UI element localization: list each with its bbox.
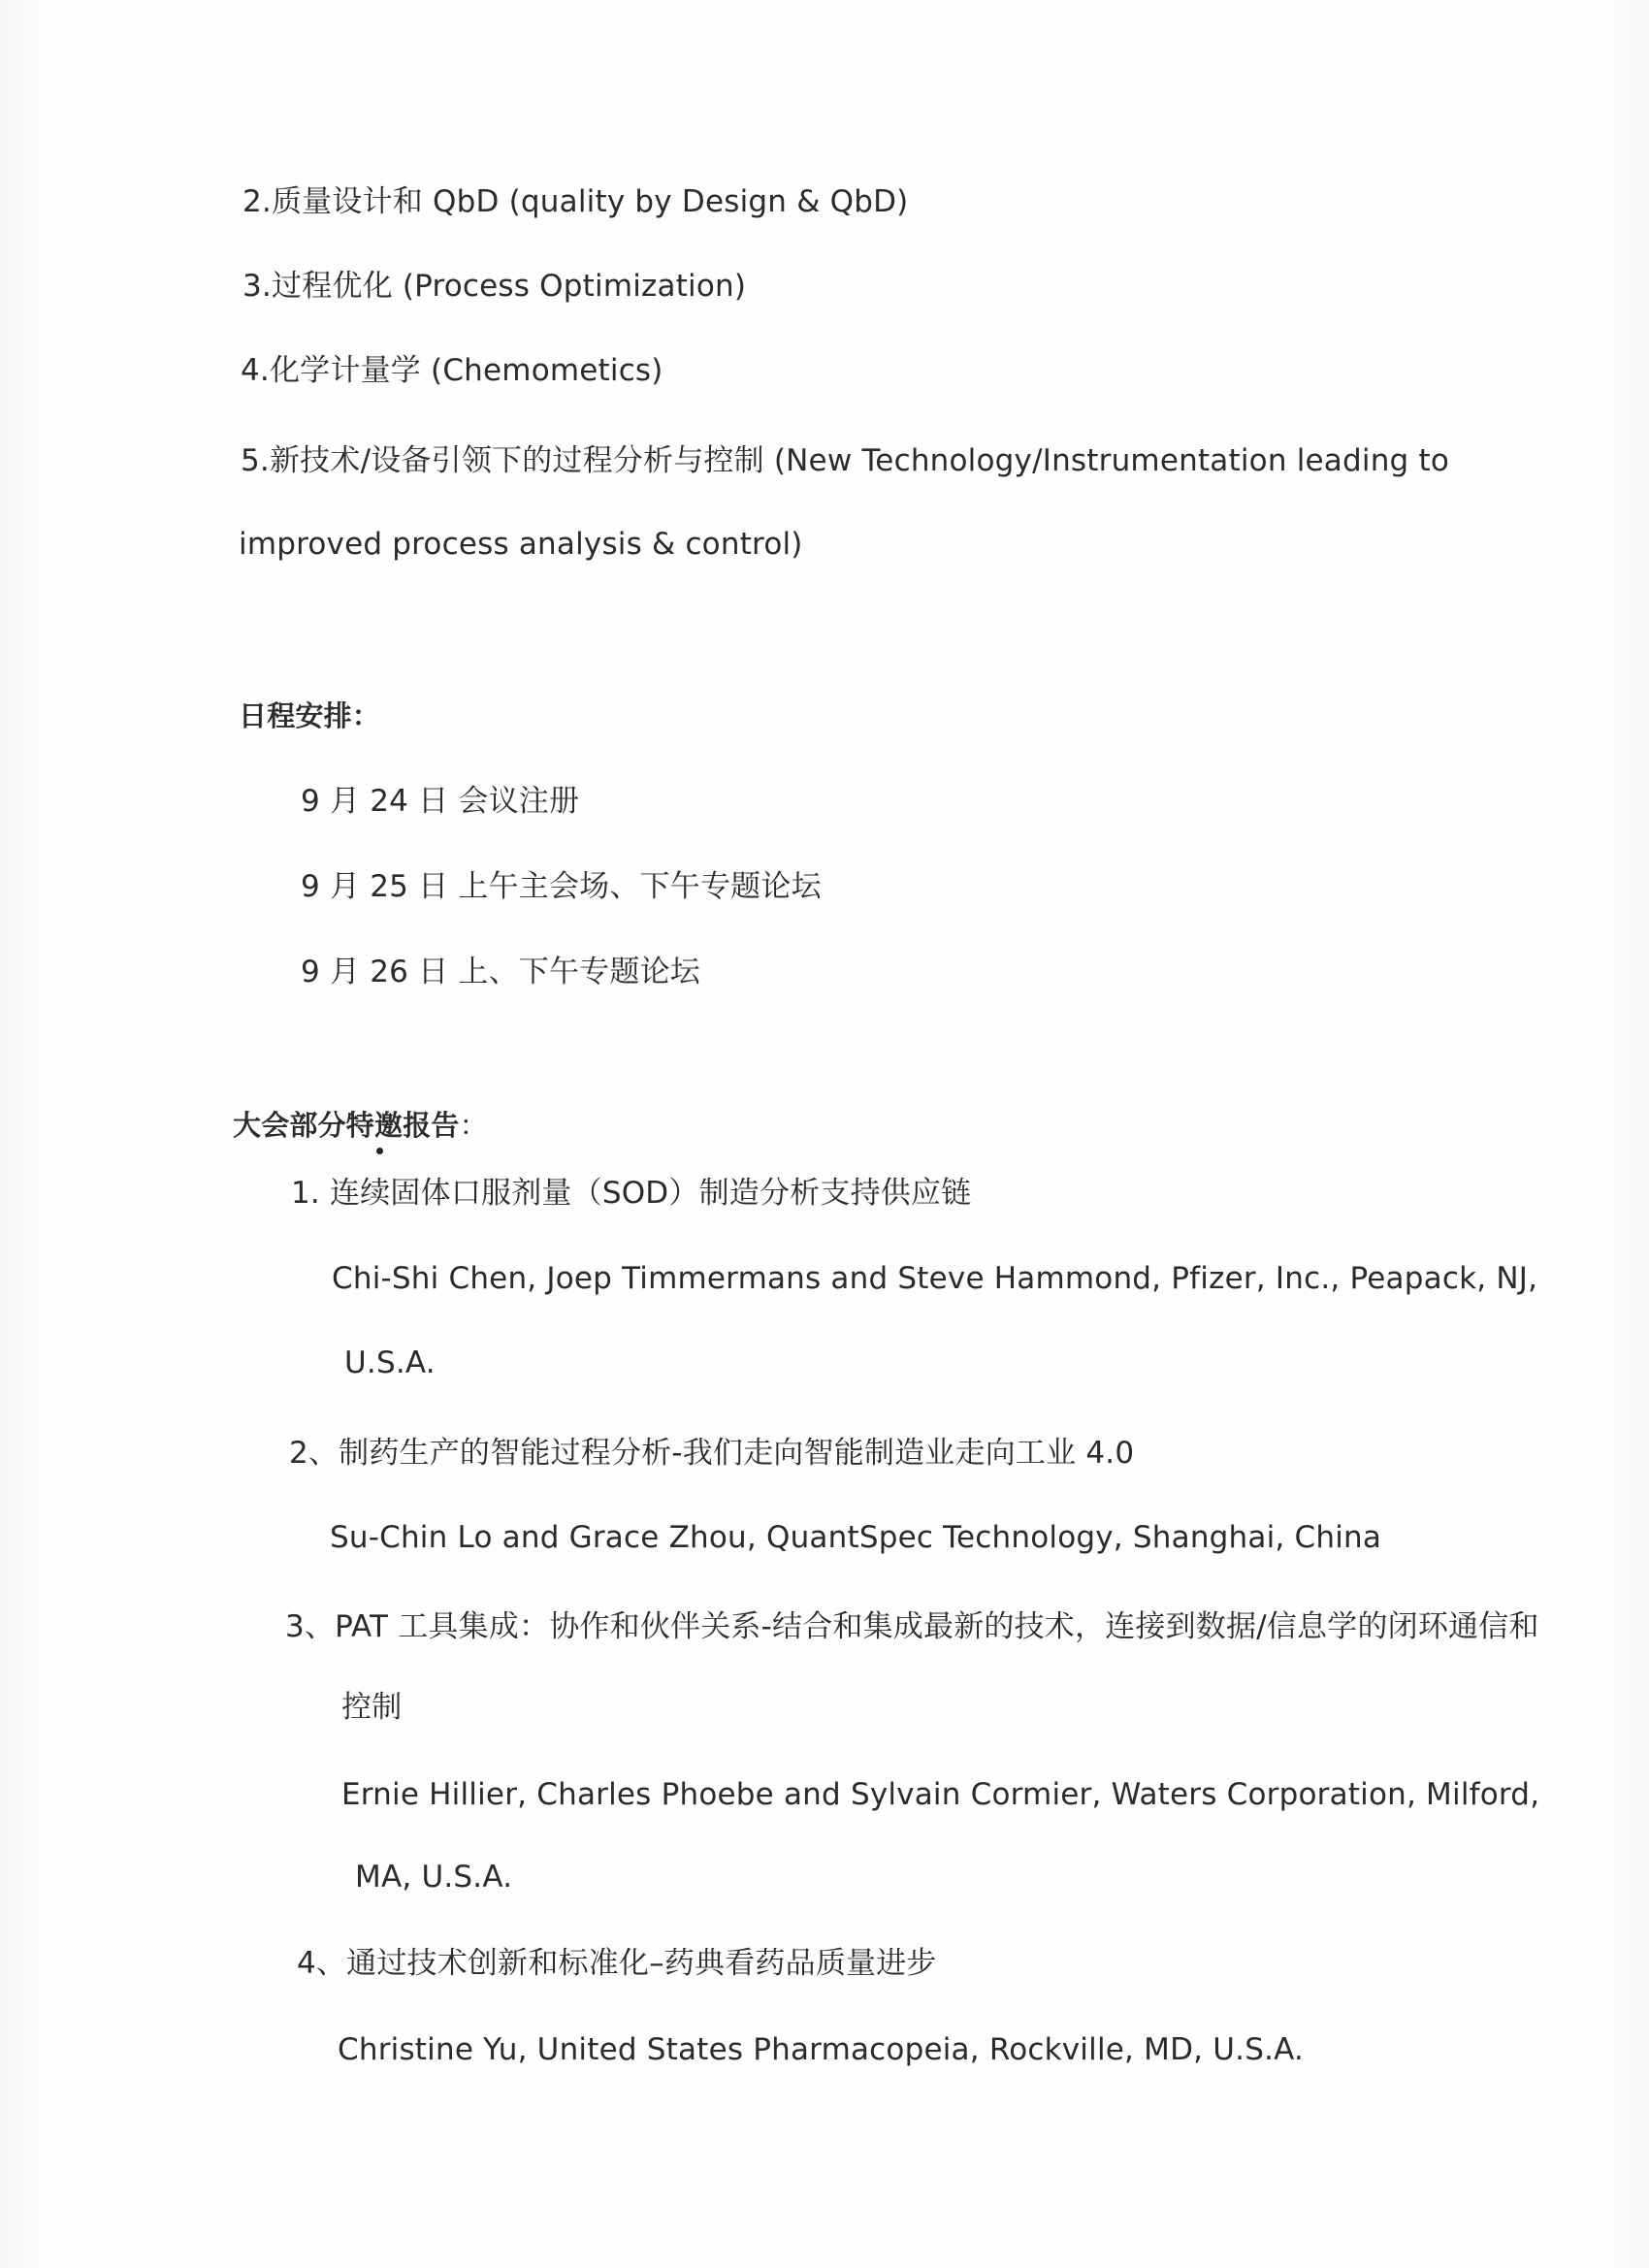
report-1-authors-line1: Chi-Shi Chen, Joep Timmermans and Steve Hammond, Pfizer, Inc., Peapack, NJ, — [332, 1261, 1538, 1296]
report-2-title: 2、制药生产的智能过程分析-我们走向智能制造业走向工业 4.0 — [289, 1436, 1135, 1471]
bullet-dot — [376, 1148, 383, 1154]
topic-5-line1: 5.新技术/设备引领下的过程分析与控制 (New Technology/Instrumentation leading to — [241, 443, 1449, 478]
report-4-authors: Christine Yu, United States Pharmacopeia, Rockville, MD, U.S.A. — [338, 2032, 1305, 2067]
report-3-title-line2: 控制 — [341, 1690, 403, 1725]
report-3-authors-line2: MA, U.S.A. — [355, 1860, 513, 1895]
reports-heading-text: 大会部分特邀报告 — [233, 1109, 460, 1142]
schedule-item-1: 9 月 24 日 会议注册 — [301, 784, 580, 819]
topic-4: 4.化学计量学 (Chemometics) — [241, 353, 663, 388]
report-1-title: 1. 连续固体口服剂量（SOD）制造分析支持供应链 — [291, 1176, 972, 1211]
report-2-authors: Su-Chin Lo and Grace Zhou, QuantSpec Technology, Shanghai, China — [330, 1520, 1382, 1555]
reports-heading-colon: ： — [459, 1109, 488, 1142]
topic-3: 3.过程优化 (Process Optimization) — [242, 269, 747, 304]
schedule-item-3: 9 月 26 日 上、下午专题论坛 — [301, 955, 700, 989]
report-3-authors-line1: Ernie Hillier, Charles Phoebe and Sylvain Cormier, Waters Corporation, Milford, — [341, 1777, 1540, 1812]
schedule-heading: 日程安排： — [239, 699, 381, 732]
report-3-title-line1: 3、PAT 工具集成：协作和伙伴关系-结合和集成最新的技术，连接到数据/信息学的闭环通信和 — [285, 1609, 1539, 1644]
reports-heading — [233, 1106, 488, 1145]
topic-5-line2: improved process analysis & control) — [239, 527, 803, 562]
report-1-authors-line2: U.S.A. — [344, 1345, 436, 1380]
topic-2: 2.质量设计和 QbD (quality by Design & QbD) — [242, 184, 909, 219]
report-4-title: 4、通过技术创新和标准化–药典看药品质量进步 — [297, 1946, 937, 1981]
schedule-item-2: 9 月 25 日 上午主会场、下午专题论坛 — [301, 869, 822, 904]
